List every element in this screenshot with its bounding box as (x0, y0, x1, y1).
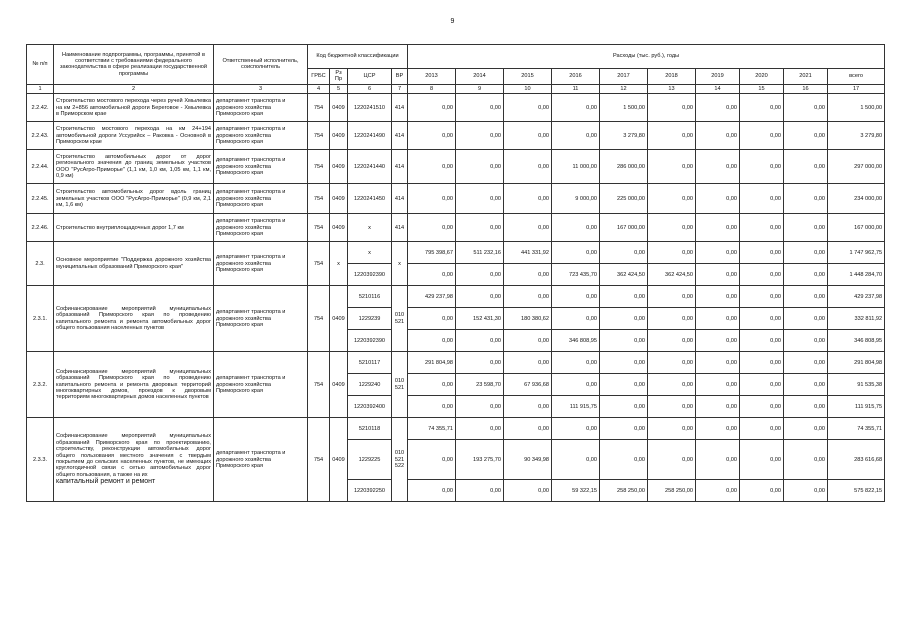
column-number: 17 (828, 84, 885, 93)
row-value: 0,00 (696, 308, 740, 330)
column-number: 5 (330, 84, 348, 93)
row-value: 0,00 (648, 94, 696, 122)
table-row (27, 418, 885, 440)
column-number: 16 (784, 84, 828, 93)
header-kbk: Код бюджетной классификации (308, 45, 408, 69)
row-value: 0,00 (408, 94, 456, 122)
row-value: 0,00 (648, 308, 696, 330)
row-value: 0,00 (696, 184, 740, 214)
row-value: 0,00 (600, 286, 648, 308)
row-value: 258 250,00 (600, 480, 648, 502)
header-csr: ЦСР (348, 69, 392, 85)
row-value: 0,00 (696, 396, 740, 418)
row-value: 0,00 (784, 418, 828, 440)
row-name-text: Основное мероприятие "Поддержка дорожного хозяйства муниципальных образований Приморского края" (56, 257, 211, 270)
row-value: 0,00 (648, 242, 696, 264)
row-rzpr: x (330, 242, 348, 286)
column-number: 1 (27, 84, 54, 93)
row-value: 0,00 (648, 184, 696, 214)
column-number: 4 (308, 84, 330, 93)
row-value: 795 398,67 (408, 242, 456, 264)
row-vr: 010 521 (392, 352, 408, 418)
row-number: 2.2.42. (27, 94, 54, 122)
row-value: 152 431,30 (456, 308, 504, 330)
row-value: 0,00 (504, 352, 552, 374)
row-value: 0,00 (504, 214, 552, 242)
table-row (27, 242, 885, 264)
row-value: 286 000,00 (600, 150, 648, 184)
row-value: 0,00 (504, 184, 552, 214)
column-number: 14 (696, 84, 740, 93)
column-number: 2 (54, 84, 214, 93)
row-grbs: 754 (308, 352, 330, 418)
row-value: 0,00 (648, 330, 696, 352)
row-value: 0,00 (600, 374, 648, 396)
header-num: № п/п (27, 45, 54, 85)
header-year: 2015 (504, 69, 552, 85)
row-value: 3 279,80 (600, 122, 648, 150)
row-value: 723 435,70 (552, 264, 600, 286)
row-vr: 414 (392, 214, 408, 242)
row-value: 0,00 (740, 214, 784, 242)
row-value: 0,00 (552, 308, 600, 330)
header-grbs: ГРБС (308, 69, 330, 85)
row-value: 0,00 (504, 480, 552, 502)
row-value: 0,00 (696, 122, 740, 150)
row-name-text: Софинансирование мероприятий муниципальных образований Приморского края по проведению капитального ремонта и ремонта автомобильных дорог общего пользования населенных пунктов (56, 305, 211, 332)
row-rzpr: 0409 (330, 418, 348, 502)
row-value: 74 355,71 (408, 418, 456, 440)
row-value: 0,00 (600, 242, 648, 264)
row-csr: x (348, 242, 392, 264)
header-year: 2017 (600, 69, 648, 85)
row-value: 0,00 (552, 242, 600, 264)
row-value: 0,00 (784, 94, 828, 122)
column-number: 10 (504, 84, 552, 93)
row-name: Строительство автомобильных дорог от дорог регионального значения до границ земельных участков ООО "РусАгро-Приморье" (1,1 км, 1,0 км, 1,05 км, 1,1 км, 0,9 км) (54, 150, 214, 184)
row-csr: 1220392400 (348, 396, 392, 418)
column-number: 15 (740, 84, 784, 93)
row-rzpr: 0409 (330, 122, 348, 150)
row-value: 0,00 (784, 242, 828, 264)
row-value: 0,00 (552, 286, 600, 308)
header-year: 2016 (552, 69, 600, 85)
row-value: 0,00 (696, 352, 740, 374)
row-value: 0,00 (600, 330, 648, 352)
row-responsible: департамент транспорта и дорожного хозяйства Приморского края (214, 286, 308, 352)
row-value: 0,00 (696, 150, 740, 184)
row-value: 0,00 (740, 94, 784, 122)
row-value: 0,00 (408, 480, 456, 502)
row-csr: 1229240 (348, 374, 392, 396)
row-value: 0,00 (408, 440, 456, 480)
row-value: 74 355,71 (828, 418, 885, 440)
row-value: 0,00 (504, 286, 552, 308)
row-value: 575 822,15 (828, 480, 885, 502)
table-row (27, 286, 885, 308)
row-value: 0,00 (784, 330, 828, 352)
row-csr: 1229225 (348, 440, 392, 480)
row-value: 429 237,98 (828, 286, 885, 308)
row-value: 0,00 (784, 150, 828, 184)
header-vr: ВР (392, 69, 408, 85)
row-vr: 010 521 (392, 286, 408, 352)
row-responsible: департамент транспорта и дорожного хозяйства Приморского края (214, 352, 308, 418)
row-value: 0,00 (504, 396, 552, 418)
row-csr: 1220392390 (348, 264, 392, 286)
table-row (27, 150, 885, 184)
row-grbs: 754 (308, 184, 330, 214)
row-value: 67 936,68 (504, 374, 552, 396)
row-vr: x (392, 242, 408, 286)
row-value: 346 808,95 (828, 330, 885, 352)
row-value: 0,00 (408, 264, 456, 286)
row-grbs: 754 (308, 122, 330, 150)
row-csr: 1220392390 (348, 330, 392, 352)
row-value: 0,00 (408, 374, 456, 396)
row-value: 111 915,75 (828, 396, 885, 418)
row-value: 362 424,50 (648, 264, 696, 286)
row-value: 9 000,00 (552, 184, 600, 214)
row-value: 0,00 (552, 374, 600, 396)
row-value: 0,00 (740, 184, 784, 214)
row-value: 180 380,62 (504, 308, 552, 330)
row-value: 0,00 (456, 214, 504, 242)
row-value: 167 000,00 (600, 214, 648, 242)
column-number: 6 (348, 84, 392, 93)
row-value: 0,00 (600, 396, 648, 418)
row-value: 0,00 (696, 286, 740, 308)
row-value: 0,00 (504, 418, 552, 440)
row-number: 2.2.44. (27, 150, 54, 184)
column-number: 13 (648, 84, 696, 93)
row-value: 0,00 (740, 122, 784, 150)
row-value: 0,00 (600, 440, 648, 480)
row-name-text: Софинансирование мероприятий муниципальных образований Приморского края по проведению капитального ремонта и ремонта дворовых территорий многоквартирных домов, проездов к дворовым территориям многоквартирных домов населенных пунктов (56, 368, 211, 401)
row-vr: 010 521 522 (392, 418, 408, 502)
column-number: 8 (408, 84, 456, 93)
row-name: Строительство мостового перехода на км 24+194 автомобильной дороги Уссурийск – Раковка - Основной в Приморском крае (54, 122, 214, 150)
row-grbs: 754 (308, 286, 330, 352)
row-name (54, 242, 214, 286)
table-row (27, 352, 885, 374)
row-value: 1 500,00 (828, 94, 885, 122)
row-value: 0,00 (456, 286, 504, 308)
row-csr: 5210118 (348, 418, 392, 440)
header-year: 2019 (696, 69, 740, 85)
row-value: 167 000,00 (828, 214, 885, 242)
row-value: 0,00 (784, 440, 828, 480)
row-vr: 414 (392, 150, 408, 184)
row-value: 0,00 (552, 440, 600, 480)
column-number: 11 (552, 84, 600, 93)
row-value: 11 000,00 (552, 150, 600, 184)
row-value: 0,00 (740, 330, 784, 352)
row-value: 0,00 (456, 396, 504, 418)
row-value: 0,00 (408, 150, 456, 184)
row-rzpr: 0409 (330, 150, 348, 184)
row-csr: 1220241440 (348, 150, 392, 184)
row-number: 2.3.1. (27, 286, 54, 352)
column-number: 9 (456, 84, 504, 93)
row-value: 0,00 (456, 94, 504, 122)
row-rzpr: 0409 (330, 352, 348, 418)
row-value: 0,00 (456, 352, 504, 374)
header-resp: Ответственный исполнитель, соисполнитель (214, 45, 308, 85)
row-value: 362 424,50 (600, 264, 648, 286)
row-value: 0,00 (784, 308, 828, 330)
row-value: 1 747 962,75 (828, 242, 885, 264)
row-value: 0,00 (784, 122, 828, 150)
row-rzpr: 0409 (330, 214, 348, 242)
row-value: 0,00 (504, 330, 552, 352)
row-name (54, 418, 214, 502)
row-grbs: 754 (308, 214, 330, 242)
row-value: 0,00 (552, 418, 600, 440)
row-value: 111 915,75 (552, 396, 600, 418)
row-value: 0,00 (784, 396, 828, 418)
header-year: 2018 (648, 69, 696, 85)
header-expenses: Расходы (тыс. руб.), годы (408, 45, 885, 69)
row-value: 0,00 (740, 150, 784, 184)
row-value: 0,00 (408, 214, 456, 242)
row-value: 225 000,00 (600, 184, 648, 214)
row-value: 0,00 (740, 480, 784, 502)
table-row (27, 122, 885, 150)
row-number: 2.3.3. (27, 418, 54, 502)
row-value: 0,00 (784, 264, 828, 286)
row-value: 0,00 (648, 396, 696, 418)
row-value: 0,00 (408, 330, 456, 352)
row-value: 0,00 (740, 286, 784, 308)
row-grbs: 754 (308, 242, 330, 286)
row-value: 0,00 (648, 440, 696, 480)
row-value: 0,00 (740, 308, 784, 330)
row-responsible: департамент транспорта и дорожного хозяйства Приморского края (214, 214, 308, 242)
header-rzpr: Рз Пр (330, 69, 348, 85)
row-grbs: 754 (308, 418, 330, 502)
row-csr: x (348, 214, 392, 242)
row-value: 0,00 (600, 308, 648, 330)
row-value: 0,00 (696, 480, 740, 502)
row-grbs: 754 (308, 94, 330, 122)
header-year: 2021 (784, 69, 828, 85)
row-grbs: 754 (308, 150, 330, 184)
row-rzpr: 0409 (330, 286, 348, 352)
row-value: 0,00 (504, 94, 552, 122)
row-csr: 5210116 (348, 286, 392, 308)
row-number: 2.2.46. (27, 214, 54, 242)
row-value: 0,00 (696, 440, 740, 480)
row-value: 0,00 (740, 264, 784, 286)
row-csr: 1220241450 (348, 184, 392, 214)
row-value: 332 811,92 (828, 308, 885, 330)
row-number: 2.3. (27, 242, 54, 286)
row-responsible: департамент транспорта и дорожного хозяйства Приморского края (214, 94, 308, 122)
row-value: 0,00 (552, 94, 600, 122)
row-value: 0,00 (696, 264, 740, 286)
row-responsible: департамент транспорта и дорожного хозяйства Приморского края (214, 150, 308, 184)
expenses-table (26, 44, 885, 502)
row-value: 0,00 (552, 352, 600, 374)
row-csr: 1229239 (348, 308, 392, 330)
column-number: 12 (600, 84, 648, 93)
row-name-text: Софинансирование мероприятий муниципальных образований Приморского края по проектированию, строительству, реконструкции автомобильных дорог общего пользования местного значения с твердым покрытием до сельских населенных пунктов, не имеющих круглогодичной связи с сетью автомобильных дорог общего пользования, а также на их (56, 433, 211, 478)
row-number: 2.2.45. (27, 184, 54, 214)
row-value: 1 500,00 (600, 94, 648, 122)
row-name: Строительство внутриплощадочных дорог 1,7 км (54, 214, 214, 242)
header-year: 2014 (456, 69, 504, 85)
row-value: 0,00 (408, 122, 456, 150)
row-value: 0,00 (648, 214, 696, 242)
header-year: 2020 (740, 69, 784, 85)
row-value: 0,00 (408, 308, 456, 330)
row-value: 0,00 (456, 122, 504, 150)
row-value: 0,00 (408, 184, 456, 214)
row-value: 0,00 (648, 122, 696, 150)
row-value: 0,00 (740, 418, 784, 440)
row-value: 258 250,00 (648, 480, 696, 502)
row-responsible: департамент транспорта и дорожного хозяйства Приморского края (214, 418, 308, 502)
header-name: Наименование подпрограммы, программы, принятой в соответствии с требованиями федерального законодательства в сфере реализации государственной программы (54, 45, 214, 85)
row-csr: 1220392250 (348, 480, 392, 502)
row-value: 91 535,38 (828, 374, 885, 396)
row-value: 0,00 (552, 214, 600, 242)
row-vr: 414 (392, 94, 408, 122)
row-value: 3 279,80 (828, 122, 885, 150)
row-value: 0,00 (600, 352, 648, 374)
row-csr: 1220241510 (348, 94, 392, 122)
row-value: 0,00 (648, 374, 696, 396)
row-value: 0,00 (740, 440, 784, 480)
row-value: 234 000,00 (828, 184, 885, 214)
row-value: 0,00 (784, 352, 828, 374)
row-value: 0,00 (784, 184, 828, 214)
row-value: 0,00 (504, 122, 552, 150)
row-value: 0,00 (552, 122, 600, 150)
row-value: 0,00 (696, 242, 740, 264)
row-csr: 1220241490 (348, 122, 392, 150)
row-rzpr: 0409 (330, 184, 348, 214)
row-value: 0,00 (648, 352, 696, 374)
table-row (27, 214, 885, 242)
row-value: 283 616,68 (828, 440, 885, 480)
row-value: 0,00 (504, 264, 552, 286)
row-value: 0,00 (696, 374, 740, 396)
row-value: 90 349,98 (504, 440, 552, 480)
header-total: всего (828, 69, 885, 85)
column-number: 7 (392, 84, 408, 93)
row-value: 291 804,98 (828, 352, 885, 374)
table-row (27, 94, 885, 122)
row-value: 0,00 (648, 150, 696, 184)
row-value: 291 804,98 (408, 352, 456, 374)
row-value: 0,00 (696, 418, 740, 440)
row-name (54, 286, 214, 352)
row-value: 0,00 (600, 418, 648, 440)
row-responsible: департамент транспорта и дорожного хозяйства Приморского края (214, 184, 308, 214)
column-number: 3 (214, 84, 308, 93)
row-vr: 414 (392, 122, 408, 150)
row-value: 0,00 (456, 150, 504, 184)
row-value: 441 331,92 (504, 242, 552, 264)
row-number: 2.3.2. (27, 352, 54, 418)
row-value: 0,00 (740, 374, 784, 396)
page-number: 9 (450, 18, 455, 25)
row-responsible: департамент транспорта и дорожного хозяйства Приморского края (214, 242, 308, 286)
row-value: 0,00 (648, 418, 696, 440)
row-value: 0,00 (784, 480, 828, 502)
row-value: 23 598,70 (456, 374, 504, 396)
row-value: 0,00 (456, 330, 504, 352)
row-value: 429 237,98 (408, 286, 456, 308)
row-value: 0,00 (456, 480, 504, 502)
header-year: 2013 (408, 69, 456, 85)
row-value: 0,00 (456, 418, 504, 440)
row-name-tail: капитальный ремонт и ремонт (56, 478, 156, 486)
row-name: Строительство мостового перехода через ручей Хмылевка на км 2+856 автомобильной дороги Береговое - Хмылевка в Приморском крае (54, 94, 214, 122)
row-value: 0,00 (648, 286, 696, 308)
row-value: 0,00 (740, 396, 784, 418)
table-row (27, 184, 885, 214)
row-value: 0,00 (784, 214, 828, 242)
row-name (54, 352, 214, 418)
row-rzpr: 0409 (330, 94, 348, 122)
row-value: 59 322,15 (552, 480, 600, 502)
row-value: 0,00 (740, 352, 784, 374)
row-value: 297 000,00 (828, 150, 885, 184)
row-value: 0,00 (784, 374, 828, 396)
row-value: 1 448 284,70 (828, 264, 885, 286)
row-number: 2.2.43. (27, 122, 54, 150)
row-value: 193 275,70 (456, 440, 504, 480)
row-name: Строительство автомобильных дорог вдоль границ земельных участков ООО "РусАгро-Приморье" (0,9 км, 2,1 км, 1,6 км) (54, 184, 214, 214)
row-value: 0,00 (456, 184, 504, 214)
row-value: 346 808,95 (552, 330, 600, 352)
row-value: 0,00 (408, 396, 456, 418)
row-value: 0,00 (504, 150, 552, 184)
row-csr: 5210117 (348, 352, 392, 374)
row-vr: 414 (392, 184, 408, 214)
row-value: 0,00 (784, 286, 828, 308)
row-value: 0,00 (696, 214, 740, 242)
row-responsible: департамент транспорта и дорожного хозяйства Приморского края (214, 122, 308, 150)
row-value: 511 232,16 (456, 242, 504, 264)
row-value: 0,00 (696, 94, 740, 122)
row-value: 0,00 (740, 242, 784, 264)
row-value: 0,00 (456, 264, 504, 286)
row-value: 0,00 (696, 330, 740, 352)
